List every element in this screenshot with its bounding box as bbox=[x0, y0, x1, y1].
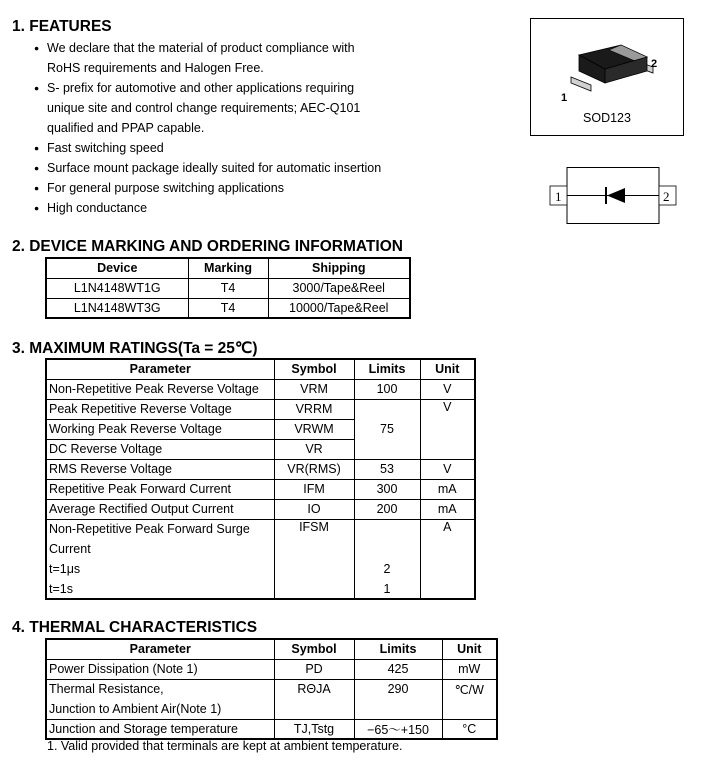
table-row bbox=[46, 539, 475, 559]
table-cell: IFM bbox=[274, 479, 354, 499]
ratings-heading: 3. MAXIMUM RATINGS(Ta = 25℃) bbox=[12, 340, 258, 357]
table-cell: Thermal Resistance, bbox=[46, 679, 274, 699]
table-cell: mA bbox=[420, 479, 475, 499]
package-pin2-label: 2 bbox=[651, 58, 658, 70]
table-cell bbox=[274, 579, 354, 599]
feature-text: ● Surface mount package ideally suited for automatic insertion bbox=[47, 161, 382, 175]
feature-text: ● For general purpose switching applications bbox=[47, 181, 284, 195]
table-cell: VRM bbox=[274, 379, 354, 399]
table-cell: Non-Repetitive Peak Reverse Voltage bbox=[46, 379, 274, 399]
col-header: Marking bbox=[188, 258, 268, 278]
table-row bbox=[46, 298, 410, 318]
thermal-table bbox=[45, 638, 498, 740]
table-header-row bbox=[46, 258, 410, 278]
table-cell: T4 bbox=[188, 298, 268, 318]
table-cell: V bbox=[420, 399, 475, 419]
table-cell: IFSM bbox=[274, 519, 354, 539]
features-list bbox=[34, 38, 434, 218]
table-cell bbox=[420, 579, 475, 599]
table-row bbox=[46, 699, 497, 719]
table-row bbox=[46, 379, 475, 399]
table-cell bbox=[420, 439, 475, 459]
table-row bbox=[46, 679, 497, 699]
table-cell bbox=[354, 699, 442, 719]
table-row bbox=[46, 499, 475, 519]
table-row bbox=[46, 479, 475, 499]
table-cell bbox=[420, 539, 475, 559]
table-cell: 3000/Tape&Reel bbox=[268, 278, 410, 298]
table-cell bbox=[442, 699, 497, 719]
col-header: Symbol bbox=[274, 639, 354, 659]
col-header: Unit bbox=[420, 359, 475, 379]
table-cell bbox=[274, 539, 354, 559]
symbol-pin1-label: 1 bbox=[555, 189, 562, 204]
table-cell: VR bbox=[274, 439, 354, 459]
col-header: Shipping bbox=[268, 258, 410, 278]
table-cell: t=1s bbox=[46, 579, 274, 599]
feature-text: ● High conductance bbox=[47, 201, 148, 215]
table-cell: IO bbox=[274, 499, 354, 519]
table-cell bbox=[354, 519, 420, 539]
table-cell: Repetitive Peak Forward Current bbox=[46, 479, 274, 499]
table-cell: RΘJA bbox=[274, 679, 354, 699]
feature-text: RoHS requirements and Halogen Free. bbox=[47, 61, 264, 75]
diode-symbol-icon bbox=[549, 167, 678, 224]
thermal-note: 1. Valid provided that terminals are kept at ambient temperature. bbox=[47, 739, 403, 753]
table-cell: A bbox=[420, 519, 475, 539]
table-cell: mW bbox=[442, 659, 497, 679]
table-cell: L1N4148WT3G bbox=[46, 298, 188, 318]
table-cell: −65～+150 bbox=[354, 719, 442, 739]
table-cell: 200 bbox=[354, 499, 420, 519]
col-header: Limits bbox=[354, 359, 420, 379]
table-row bbox=[46, 659, 497, 679]
table-row bbox=[46, 579, 475, 599]
table-cell: t=1μs bbox=[46, 559, 274, 579]
package-label: SOD123 bbox=[583, 111, 631, 125]
table-cell: L1N4148WT1G bbox=[46, 278, 188, 298]
feature-item bbox=[34, 78, 434, 138]
table-row bbox=[46, 459, 475, 479]
package-box bbox=[530, 18, 684, 136]
features-heading: 1. FEATURES bbox=[12, 18, 112, 35]
ratings-table bbox=[45, 358, 476, 600]
feature-text: ● S- prefix for automotive and other applications requiring bbox=[47, 81, 355, 95]
table-header-row bbox=[46, 359, 475, 379]
table-cell bbox=[420, 419, 475, 439]
table-cell: Average Rectified Output Current bbox=[46, 499, 274, 519]
table-cell: Current bbox=[46, 539, 274, 559]
package-pin1-label: 1 bbox=[561, 92, 568, 104]
table-cell: 10000/Tape&Reel bbox=[268, 298, 410, 318]
col-header: Parameter bbox=[46, 359, 274, 379]
feature-item bbox=[34, 158, 434, 178]
table-cell: T4 bbox=[188, 278, 268, 298]
table-cell: 425 bbox=[354, 659, 442, 679]
table-cell: TJ,Tstg bbox=[274, 719, 354, 739]
feature-item bbox=[34, 178, 434, 198]
table-cell: 2 bbox=[354, 559, 420, 579]
table-cell: 100 bbox=[354, 379, 420, 399]
table-cell bbox=[354, 539, 420, 559]
table-cell: 290 bbox=[354, 679, 442, 699]
feature-text: ● We declare that the material of product compliance with bbox=[47, 41, 355, 55]
table-header-row bbox=[46, 639, 497, 659]
col-header: Unit bbox=[442, 639, 497, 659]
thermal-heading: 4. THERMAL CHARACTERISTICS bbox=[12, 619, 258, 636]
table-cell bbox=[420, 559, 475, 579]
feature-item bbox=[34, 198, 434, 218]
table-cell: Peak Repetitive Reverse Voltage bbox=[46, 399, 274, 419]
ordering-heading: 2. DEVICE MARKING AND ORDERING INFORMATION bbox=[12, 238, 403, 255]
table-cell bbox=[274, 699, 354, 719]
table-row bbox=[46, 519, 475, 539]
table-cell: Junction to Ambient Air(Note 1) bbox=[46, 699, 274, 719]
table-cell: Non-Repetitive Peak Forward Surge bbox=[46, 519, 274, 539]
table-cell: 300 bbox=[354, 479, 420, 499]
table-row bbox=[46, 559, 475, 579]
table-cell: V bbox=[420, 459, 475, 479]
table-cell: mA bbox=[420, 499, 475, 519]
table-cell bbox=[274, 559, 354, 579]
feature-item bbox=[34, 38, 434, 78]
table-cell: °C bbox=[442, 719, 497, 739]
col-header: Device bbox=[46, 258, 188, 278]
table-cell: 53 bbox=[354, 459, 420, 479]
table-cell: Junction and Storage temperature bbox=[46, 719, 274, 739]
feature-item bbox=[34, 138, 434, 158]
table-cell: VR(RMS) bbox=[274, 459, 354, 479]
symbol-pin2-label: 2 bbox=[663, 189, 670, 204]
table-cell: ℃/W bbox=[442, 679, 497, 699]
col-header: Parameter bbox=[46, 639, 274, 659]
table-cell: Power Dissipation (Note 1) bbox=[46, 659, 274, 679]
table-cell: PD bbox=[274, 659, 354, 679]
feature-text: qualified and PPAP capable. bbox=[47, 121, 205, 135]
table-cell: Working Peak Reverse Voltage bbox=[46, 419, 274, 439]
feature-text: unique site and control change requirements; AEC-Q101 bbox=[47, 101, 361, 115]
table-row bbox=[46, 719, 497, 739]
col-header: Symbol bbox=[274, 359, 354, 379]
table-cell: V bbox=[420, 379, 475, 399]
table-cell: DC Reverse Voltage bbox=[46, 439, 274, 459]
table-cell: VRRM bbox=[274, 399, 354, 419]
table-cell: 75 bbox=[354, 399, 420, 459]
ordering-table bbox=[45, 257, 411, 319]
sod123-package-icon bbox=[531, 19, 685, 109]
table-row bbox=[46, 399, 475, 419]
table-row bbox=[46, 278, 410, 298]
table-cell: RMS Reverse Voltage bbox=[46, 459, 274, 479]
feature-text: ● Fast switching speed bbox=[47, 141, 164, 155]
table-cell: VRWM bbox=[274, 419, 354, 439]
col-header: Limits bbox=[354, 639, 442, 659]
table-cell: 1 bbox=[354, 579, 420, 599]
